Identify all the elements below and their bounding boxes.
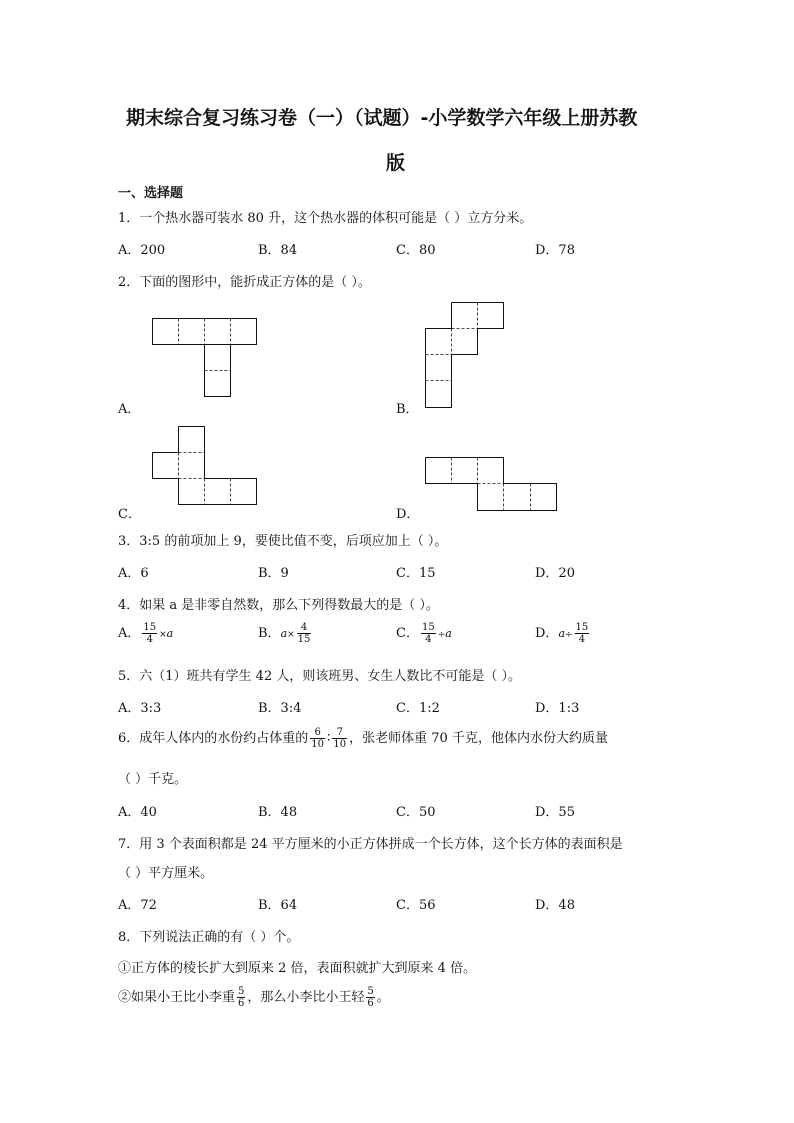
section-heading: 一、选择题 xyxy=(118,186,184,201)
question-5: 5．六（1）班共有学生 42 人，则该班男、女生人数比不可能是（ ）。 xyxy=(118,669,521,684)
q6-option-b: B．48 xyxy=(258,805,298,820)
q3-option-b: B．9 xyxy=(258,566,289,581)
cube-net-a xyxy=(152,318,258,398)
question-8: 8．下列说法正确的有（ ）个。 xyxy=(118,930,300,945)
q8-s2-mid: ，那么小李比小王轻 xyxy=(247,990,365,1005)
variable: a xyxy=(558,627,565,640)
page-title-continued: 版 xyxy=(386,152,406,174)
q3-option-c: C．15 xyxy=(396,566,436,581)
q7-option-d: D．48 xyxy=(535,898,575,913)
fraction: $\frac{7}{10}$ xyxy=(333,727,347,750)
variable: a xyxy=(166,627,174,640)
cube-net-d xyxy=(425,457,558,511)
q6-option-d: D．55 xyxy=(535,805,575,820)
question-7: 7．用 3 个表面积都是 24 平方厘米的小正方体拼成一个长方体，这个长方体的表面积是 xyxy=(118,837,623,852)
q3-option-a: A．6 xyxy=(118,566,149,581)
question-3: 3．3:5 的前项加上 9，要使比值不变，后项应加上（ ）。 xyxy=(118,534,448,549)
q4-option-c xyxy=(396,622,452,645)
q6-text-post: ，张老师体重 70 千克，他体内水份大约质量 xyxy=(349,731,608,746)
q2-option-c: C． xyxy=(118,507,141,522)
fraction: $\frac{6}{10}$ xyxy=(311,727,325,750)
fraction: $\frac{4}{15}$ xyxy=(297,622,311,645)
variable: a xyxy=(445,627,452,640)
q3-option-d: D．20 xyxy=(535,566,575,581)
cube-net-b xyxy=(425,302,505,408)
q1-option-d: D．78 xyxy=(535,243,575,258)
fraction: $\frac{15}{4}$ xyxy=(421,622,435,645)
option-label: A． xyxy=(118,626,141,641)
q7-option-a: A．72 xyxy=(118,898,157,913)
operator: ÷ xyxy=(437,630,446,640)
fraction: $\frac{5}{6}$ xyxy=(367,986,374,1009)
fraction: $\frac{15}{4}$ xyxy=(143,622,157,645)
question-7-line2: （ ）平方厘米。 xyxy=(118,866,214,881)
q1-option-c: C．80 xyxy=(396,243,436,258)
variable: a xyxy=(280,627,288,640)
q5-option-a: A．3:3 xyxy=(118,701,162,716)
q7-option-c: C．56 xyxy=(396,898,436,913)
q5-option-d: D．1:3 xyxy=(535,701,580,716)
cube-net-c xyxy=(152,426,258,506)
q7-option-b: B．64 xyxy=(258,898,298,913)
operator: × xyxy=(287,630,295,640)
q6-option-a: A．40 xyxy=(118,805,157,820)
operator: × xyxy=(159,630,167,640)
option-label: B． xyxy=(258,626,281,641)
question-2: 2．下面的图形中，能折成正方体的是（ ）。 xyxy=(118,275,371,290)
option-label: C． xyxy=(396,626,419,641)
q2-option-b: B． xyxy=(396,402,419,417)
fraction: $\frac{5}{6}$ xyxy=(238,986,245,1009)
q4-option-d xyxy=(535,622,591,645)
question-1: 1．一个热水器可装水 80 升，这个热水器的体积可能是（ ）立方分米。 xyxy=(118,211,533,226)
q1-option-b: B．84 xyxy=(258,243,298,258)
q2-option-d: D． xyxy=(396,507,420,522)
q8-s2-pre: ②如果小王比小李重 xyxy=(118,990,236,1005)
q5-option-b: B．3:4 xyxy=(258,701,302,716)
q8-s2-end: 。 xyxy=(376,990,390,1005)
q1-option-a: A．200 xyxy=(118,243,166,258)
operator: ÷ xyxy=(565,630,573,640)
q6-option-c: C．50 xyxy=(396,805,436,820)
fraction: $\frac{15}{4}$ xyxy=(575,622,589,645)
q4-option-a xyxy=(118,622,173,645)
option-label: D． xyxy=(535,626,559,641)
q6-text-pre: 6．成年人体内的水份约占体重的 xyxy=(118,731,309,746)
ratio-separator: ∶ xyxy=(327,731,331,746)
q2-option-a: A． xyxy=(118,402,141,417)
question-6 xyxy=(118,727,608,750)
q8-statement-2 xyxy=(118,986,390,1009)
q8-statement-1: ①正方体的棱长扩大到原来 2 倍，表面积就扩大到原来 4 倍。 xyxy=(118,961,477,976)
q5-option-c: C．1:2 xyxy=(396,701,440,716)
question-4: 4．如果 a 是非零自然数，那么下列得数最大的是（ ）。 xyxy=(118,598,439,613)
question-6-line2: （ ）千克。 xyxy=(118,772,188,787)
q4-option-b xyxy=(258,622,313,645)
page-title: 期末综合复习练习卷（一）（试题）-小学数学六年级上册苏教 xyxy=(126,107,638,129)
